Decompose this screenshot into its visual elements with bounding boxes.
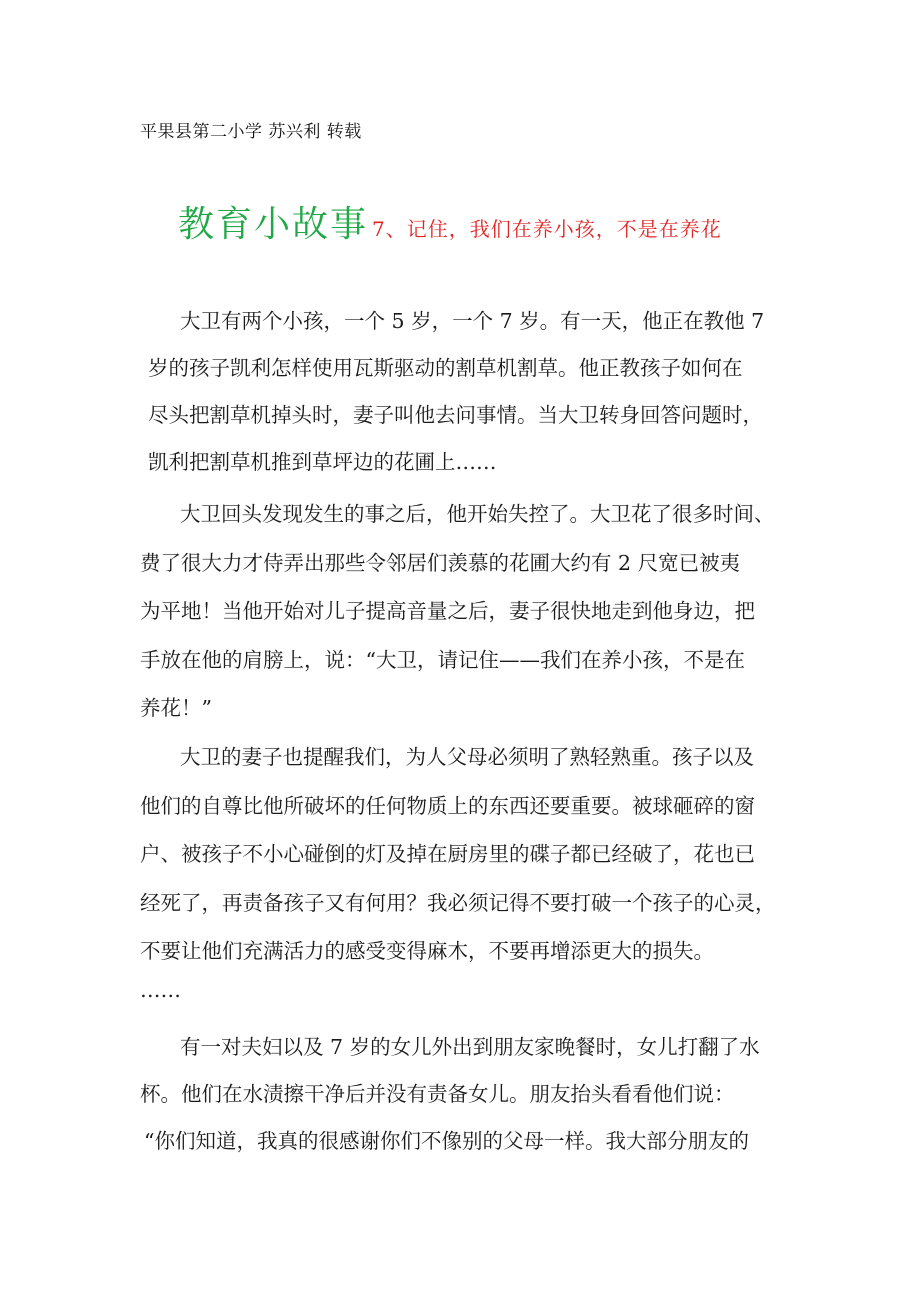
page-title xyxy=(178,196,722,247)
text-line: 大卫回头发现发生的事之后，他开始失控了。大卫花了很多时间、 xyxy=(180,502,775,526)
text-line: 他们的自尊比他所破坏的任何物质上的东西还要重要。被球砸碎的窗 xyxy=(140,794,755,818)
text-line: “你们知道，我真的很感谢你们不像别的父母一样。我大部分朋友的 xyxy=(144,1129,749,1153)
title-subtitle: 7、记住，我们在养小孩，不是在养花 xyxy=(372,217,722,241)
text-line: 有一对夫妇以及 7 岁的女儿外出到朋友家晚餐时，女儿打翻了水 xyxy=(180,1035,760,1059)
title-main: 教育小故事 xyxy=(178,204,369,245)
text-line: 杯。他们在水渍擦干净后并没有责备女儿。朋友抬头看看他们说： xyxy=(140,1082,735,1106)
text-line: 户、被孩子不小心碰倒的灯及掉在厨房里的碟子都已经破了，花也已 xyxy=(140,842,755,866)
text-line: 经死了，再责备孩子又有何用？我必须记得不要打破一个孩子的心灵， xyxy=(140,891,776,915)
text-line: 岁的孩子凯利怎样使用瓦斯驱动的割草机割草。他正教孩子如何在 xyxy=(148,356,743,380)
text-line: 手放在他的肩膀上，说：“大卫，请记住——我们在养小孩，不是在 xyxy=(140,648,745,672)
text-line: 为平地！当他开始对儿子提高音量之后，妻子很快地走到他身边，把 xyxy=(140,599,755,623)
ellipsis-line: …… xyxy=(140,978,181,1002)
text-line: 尽头把割草机掉头时，妻子叫他去问事情。当大卫转身回答问题时， xyxy=(148,403,763,427)
text-line: 费了很大力才侍弄出那些令邻居们羡慕的花圃大约有 2 尺宽已被夷 xyxy=(140,551,741,575)
text-line: 凯利把割草机推到草坪边的花圃上…… xyxy=(148,450,497,474)
byline: 平果县第二小学 苏兴利 转载 xyxy=(140,122,362,142)
text-line: 大卫有两个小孩，一个 5 岁，一个 7 岁。有一天，他正在教他 7 xyxy=(180,309,765,333)
text-line: 大卫的妻子也提醒我们，为人父母必须明了熟轻熟重。孩子以及 xyxy=(180,745,754,769)
text-line: 不要让他们充满活力的感受变得麻木，不要再增添更大的损失。 xyxy=(140,939,714,963)
text-line: 养花！” xyxy=(140,696,212,720)
